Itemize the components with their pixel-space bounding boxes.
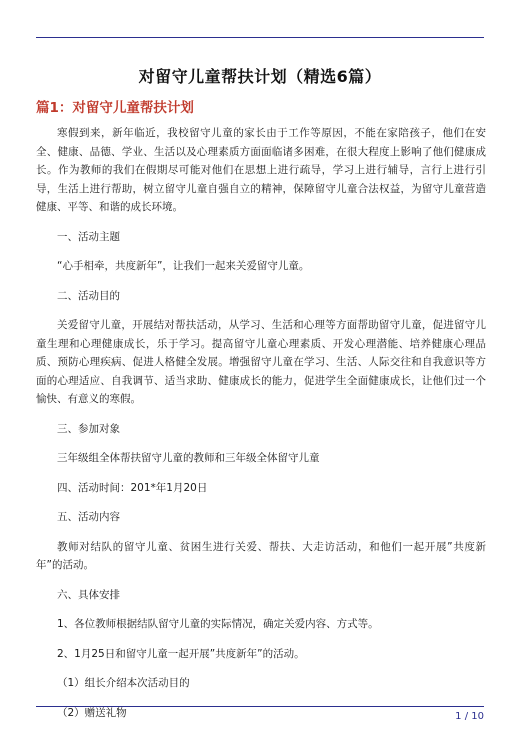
arrangement-subitem-2: （2）赠送礼物 xyxy=(57,706,127,719)
document-body xyxy=(36,124,486,722)
footer-rule xyxy=(36,706,484,707)
section-title: 篇1：对留守儿童帮扶计划 xyxy=(36,100,194,116)
arrangement-item-2: 2、1月25日和留守儿童一起开展”共度新年”的活动。 xyxy=(57,647,305,660)
arrangement-item-1: 1、各位教师根据结队留守儿童的实际情况，确定关爱内容、方式等。 xyxy=(57,618,379,630)
heading-participants: 三、参加对象 xyxy=(57,422,120,435)
page-number: 1 / 10 xyxy=(455,711,484,722)
content-paragraph: 教师对结队的留守儿童、贫困生进行关爱、帮扶、大走访活动，和他们一起开展”共度新年”的活动。 xyxy=(36,540,486,571)
page-title: 对留守儿童帮扶计划（精选6篇） xyxy=(138,67,382,86)
header-rule xyxy=(36,37,484,38)
intro-paragraph: 寒假到来，新年临近，我校留守儿童的家长由于工作等原因，不能在家陪孩子，他们在安全、健康、品德、学业、生活以及心理素质方面面临诸多困难，在很大程度上影响了他们健康成长。作为教师的我们在假期尽可能对他们在思想上进行疏导，学习上进行辅导，言行上进行引导，生活上进行帮助，树立留守儿童自强自立的精神，保障留守儿童合法权益，为留守儿童营造健康、平等、和谐的成长环境。 xyxy=(36,127,486,213)
heading-time: 四、活动时间：201*年1月20日 xyxy=(57,481,208,494)
heading-arrangement: 六、具体安排 xyxy=(57,588,120,601)
participants-paragraph: 三年级组全体帮扶留守儿童的教师和三年级全体留守儿童 xyxy=(57,452,320,464)
purpose-paragraph: 关爱留守儿童，开展结对帮扶活动，从学习、生活和心理等方面帮助留守儿童，促进留守儿童生理和心理健康成长，乐于学习。提高留守儿童心理素质、开发心理潜能、培养健康心理品质、预防心理疾病、促进人格健全发展。增强留守儿童在学习、生活、人际交往和自我意识等方面的心理适应、自我调节、适当求助、健康成长的能力，促进学生全面健康成长，让他们过一个愉快、有意义的寒假。 xyxy=(36,319,486,405)
heading-purpose: 二、活动目的 xyxy=(57,289,120,302)
heading-theme: 一、活动主题 xyxy=(57,230,120,243)
arrangement-subitem-1: （1）组长介绍本次活动目的 xyxy=(57,677,190,689)
heading-content: 五、活动内容 xyxy=(57,511,120,523)
theme-paragraph: “心手相牵，共度新年”，让我们一起来关爱留守儿童。 xyxy=(57,260,310,272)
